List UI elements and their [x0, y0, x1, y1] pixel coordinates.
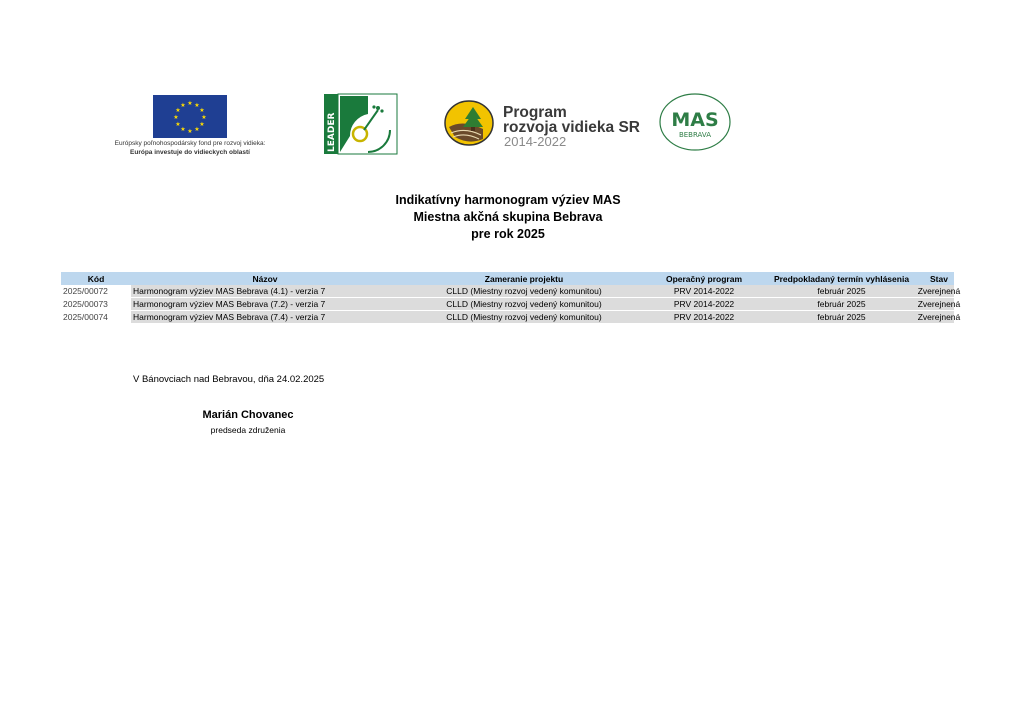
- header-stav: Stav: [930, 273, 948, 284]
- eu-stars-icon: [153, 95, 227, 138]
- cell-stav: Zverejnená: [917, 312, 961, 322]
- cell-nazov: Harmonogram výziev MAS Bebrava (4.1) - verzia 7: [133, 286, 326, 296]
- eu-caption-line1: Európsky poľnohospodársky fond pre rozvoj vidieka:: [114, 140, 266, 147]
- leader-logo: [324, 94, 397, 154]
- svg-text:★: ★: [199, 121, 205, 128]
- leader-text: LEADER: [327, 112, 337, 152]
- cell-zameranie: CLLD (Miestny rozvoj vedený komunitou): [446, 299, 602, 309]
- prv-years: 2014-2022: [504, 134, 567, 149]
- svg-text:★: ★: [175, 121, 181, 128]
- page-title-line2: Miestna akčná skupina Bebrava: [413, 210, 603, 224]
- place-date: V Bánovciach nad Bebravou, dňa 24.02.2025: [133, 374, 325, 385]
- cell-kod: 2025/00072: [61, 285, 131, 297]
- eu-flag-logo: [153, 95, 227, 138]
- header-nazov: Názov: [252, 273, 278, 284]
- cell-termin: február 2025: [817, 286, 866, 296]
- svg-text:★: ★: [201, 114, 207, 121]
- cell-nazov: Harmonogram výziev MAS Bebrava (7.4) - verzia 7: [133, 312, 326, 322]
- svg-text:★: ★: [199, 107, 205, 114]
- cell-program: PRV 2014-2022: [673, 286, 735, 296]
- cell-termin: február 2025: [817, 299, 866, 309]
- svg-text:★: ★: [180, 102, 186, 109]
- page-title-line3: pre rok 2025: [471, 227, 545, 241]
- table-header-row: [61, 272, 954, 285]
- page-title-line1: Indikatívny harmonogram výziev MAS: [395, 193, 621, 207]
- header-termin: Predpokladaný termín vyhlásenia: [773, 273, 910, 284]
- cell-kod: 2025/00073: [61, 298, 131, 310]
- svg-text:★: ★: [194, 126, 200, 133]
- cell-zameranie: CLLD (Miestny rozvoj vedený komunitou): [446, 312, 602, 322]
- cell-stav: Zverejnená: [917, 299, 961, 309]
- table-row: [61, 285, 961, 298]
- cell-termin: február 2025: [817, 312, 866, 322]
- svg-text:★: ★: [175, 107, 181, 114]
- cell-nazov: Harmonogram výziev MAS Bebrava (7.2) - verzia 7: [133, 299, 326, 309]
- prv-title-line1: Program: [503, 104, 567, 121]
- prv-emblem-logo: [443, 99, 495, 147]
- prv-title-line2: rozvoja vidieka SR: [503, 119, 640, 136]
- header-program: Operačný program: [665, 273, 743, 284]
- svg-text:★: ★: [194, 102, 200, 109]
- svg-text:★: ★: [173, 114, 179, 121]
- mas-subtext: BEBRAVA: [678, 131, 712, 139]
- cell-stav: Zverejnená: [917, 286, 961, 296]
- table-row: [61, 298, 961, 311]
- calls-table: [61, 272, 961, 324]
- svg-text:★: ★: [180, 126, 186, 133]
- cell-program: PRV 2014-2022: [673, 312, 735, 322]
- header-kod: Kód: [87, 273, 105, 284]
- svg-text:★: ★: [187, 128, 193, 135]
- signer-role: predseda združenia: [210, 425, 286, 435]
- signer-name: Marián Chovanec: [202, 409, 294, 421]
- cell-zameranie: CLLD (Miestny rozvoj vedený komunitou): [446, 286, 602, 296]
- mas-text: MAS: [671, 109, 719, 131]
- cell-program: PRV 2014-2022: [673, 299, 735, 309]
- cell-kod: 2025/00074: [61, 311, 131, 323]
- eu-caption-line2: Európa investuje do vidieckych oblastí: [130, 149, 250, 156]
- svg-text:★: ★: [187, 100, 193, 107]
- table-row: [61, 311, 961, 324]
- header-zameranie: Zameranie projektu: [484, 273, 564, 284]
- mas-bebrava-logo: [658, 92, 732, 152]
